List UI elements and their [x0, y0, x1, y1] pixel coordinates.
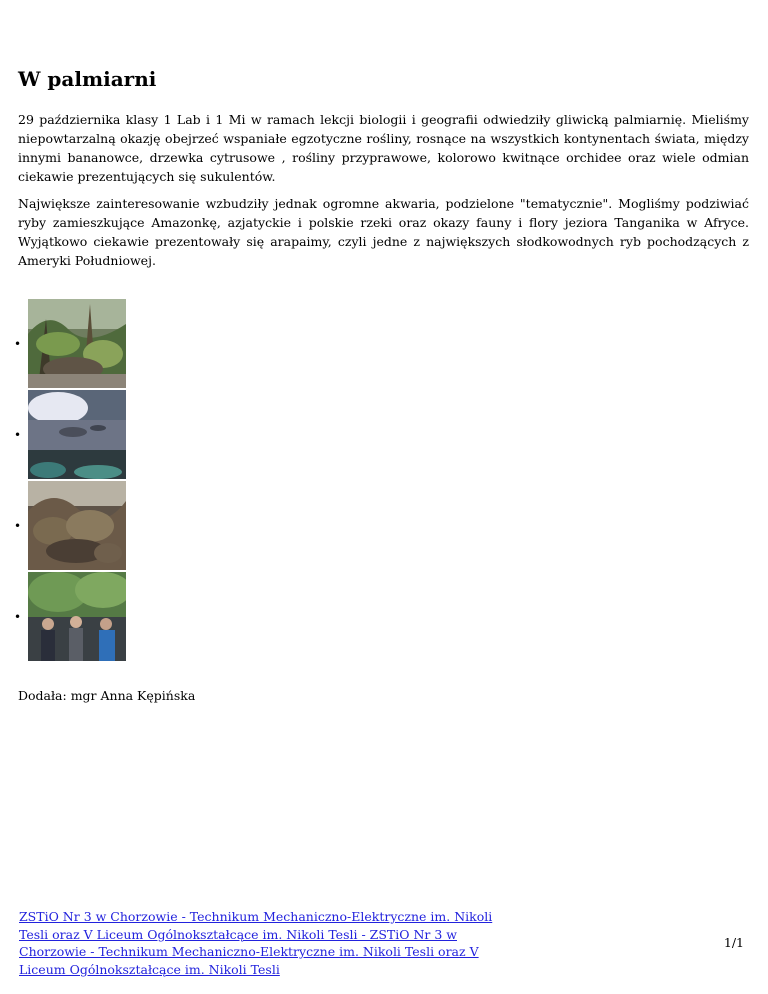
list-bullet: •: [14, 428, 22, 442]
gallery-item: [14, 390, 134, 481]
gallery-photo-palms[interactable]: [28, 299, 126, 388]
footer-site-link[interactable]: ZSTiO Nr 3 w Chorzowie - Technikum Mechaniczno-Elektryczne im. Nikoli Tesli oraz V Liceum Ogólnokształcące im. Nikoli Tesli - ZSTiO Nr 3 w Chorzowie - Technikum Mechaniczno-Elektryczne im. Nikoli Tesli oraz V Liceum Ogólnokształcące im. Nikoli Tesli: [19, 909, 493, 977]
gallery-photo-plants[interactable]: [28, 481, 126, 570]
gallery-photo-visitors[interactable]: [28, 572, 126, 661]
article-paragraph-2: Największe zainteresowanie wzbudziły jednak ogromne akwaria, podzielone "tematycznie". Mogliśmy podziwiać ryby zamieszkujące Amazonkę, azjatyckie i polskie rzeki oraz okazy fauny i flory jeziora Tanganika w Afryce. Wyjątkowo ciekawie prezentowały się arapaimy, czyli jedne z największych słodkowodnych ryb pochodzących z Ameryki Południowej.: [18, 196, 749, 268]
gallery-item: [14, 572, 134, 663]
author-line: Dodała: mgr Anna Kępińska: [18, 688, 196, 703]
gallery-item: [14, 481, 134, 572]
page-number: 1/1: [723, 935, 744, 950]
gallery-photo-aquarium[interactable]: [28, 390, 126, 479]
article-paragraph-1: 29 października klasy 1 Lab i 1 Mi w ramach lekcji biologii i geografii odwiedziły gliwicką palmiarnię. Mieliśmy niepowtarzalną okazję obejrzeć wspaniałe egzotyczne rośliny, rosnące na wszystkich kontynentach świata, między innymi bananowce, drzewka cytrusowe , rośliny przyprawowe, kolorowo kwitnące orchidee oraz wiele odmian ciekawie prezentujących się sukulentów.: [18, 112, 749, 184]
gallery-item: [14, 299, 134, 390]
photo-gallery: [14, 299, 134, 663]
list-bullet: •: [14, 610, 22, 624]
list-bullet: •: [14, 337, 22, 351]
list-bullet: •: [14, 519, 22, 533]
page-title: W palmiarni: [18, 67, 157, 91]
